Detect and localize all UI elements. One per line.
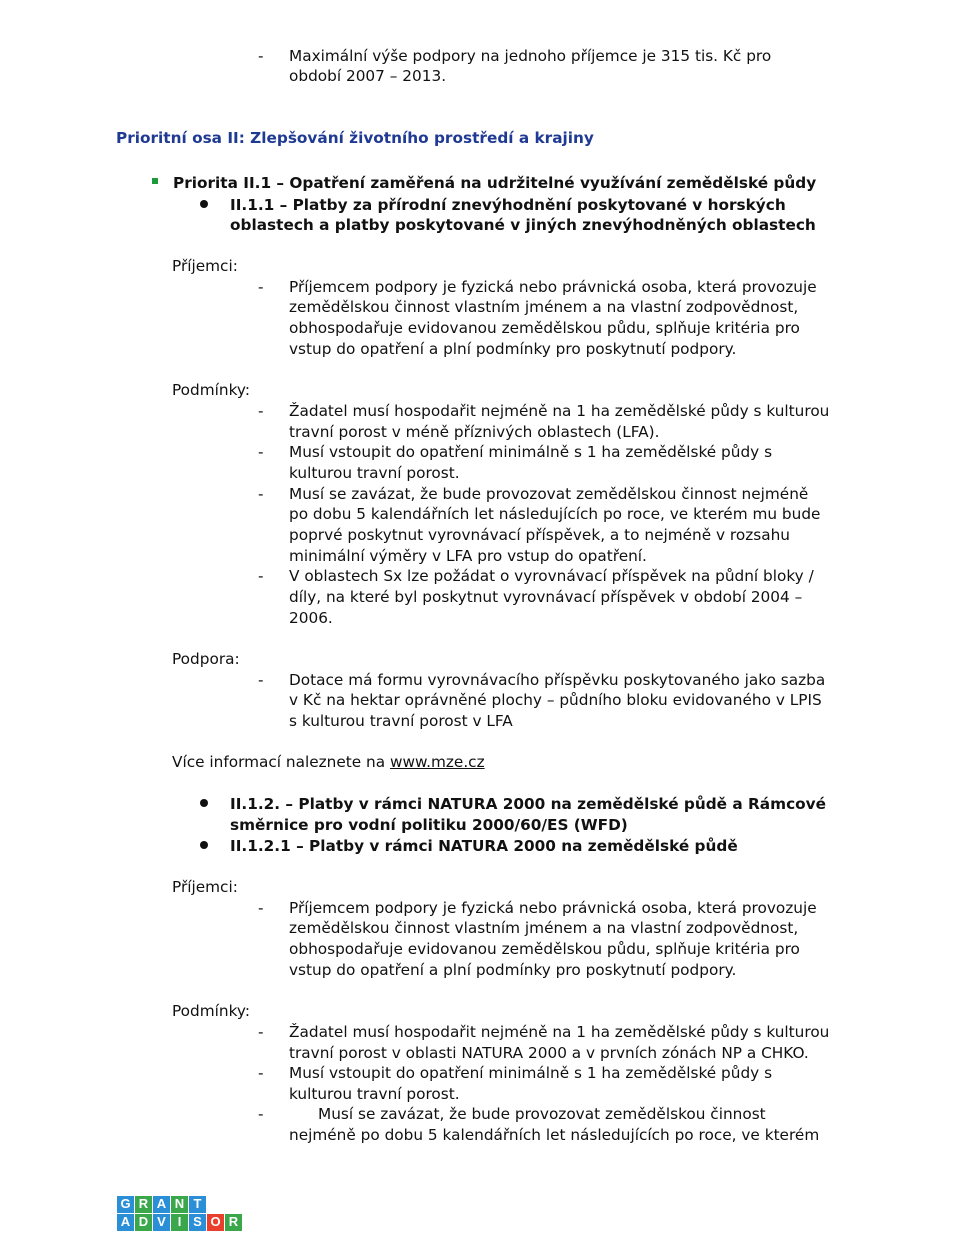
item-line: Příjemcem podpory je fyzická nebo právnická osoba, která provozuje bbox=[289, 899, 817, 917]
item-line: díly, na které byl poskytnut vyrovnávací příspěvek v období 2004 – bbox=[289, 588, 803, 606]
dash: - bbox=[258, 899, 264, 917]
item-line: obhospodařuje evidovanou zemědělskou půdu, splňuje kritéria pro bbox=[289, 940, 800, 958]
prijemci-label: Příjemci: bbox=[172, 878, 238, 896]
item-line: zemědělskou činnost vlastním jménem a na vlastní zodpovědnost, bbox=[289, 298, 799, 316]
priority-heading: Priorita II.1 – Opatření zaměřená na udržitelné využívání zemědělské půdy bbox=[173, 174, 817, 192]
item-line: vstup do opatření a plní podmínky pro poskytnutí podpory. bbox=[289, 961, 737, 979]
measure-heading: II.1.2.1 – Platby v rámci NATURA 2000 na zemědělské půdě bbox=[230, 837, 738, 855]
dash: - bbox=[258, 567, 264, 585]
item-line: zemědělskou činnost vlastním jménem a na vlastní zodpovědnost, bbox=[289, 919, 799, 937]
bullet-icon bbox=[200, 841, 208, 849]
logo-letter: G bbox=[117, 1196, 134, 1213]
item-line: nejméně po dobu 5 kalendářních let následujících po roce, ve kterém bbox=[289, 1126, 820, 1144]
item-line: Musí vstoupit do opatření minimálně s 1 ha zemědělské půdy s bbox=[289, 443, 773, 461]
dash: - bbox=[258, 1023, 264, 1041]
item-line: s kulturou travní porost v LFA bbox=[289, 712, 513, 730]
logo-row-advisor bbox=[117, 1214, 242, 1231]
logo-letter: S bbox=[189, 1214, 206, 1231]
bullet-icon bbox=[200, 799, 208, 807]
logo-letter: R bbox=[225, 1214, 242, 1231]
logo-letter: A bbox=[153, 1196, 170, 1213]
item-line: Musí vstoupit do opatření minimálně s 1 ha zemědělské půdy s bbox=[289, 1064, 773, 1082]
dash: - bbox=[258, 485, 264, 503]
item-line: v Kč na hektar oprávněné plochy – půdního bloku evidovaného v LPIS bbox=[289, 691, 822, 709]
bullet-icon bbox=[200, 200, 208, 208]
mze-link[interactable]: www.mze.cz bbox=[389, 753, 485, 771]
prijemci-label: Příjemci: bbox=[172, 257, 238, 275]
more-info-text: Více informací naleznete na bbox=[172, 753, 390, 771]
logo-letter: I bbox=[171, 1214, 188, 1231]
podminky-label: Podmínky: bbox=[172, 1002, 251, 1020]
logo-letter: N bbox=[171, 1196, 188, 1213]
dash: - bbox=[258, 402, 264, 420]
item-line: kulturou travní porost. bbox=[289, 464, 460, 482]
item-line: po dobu 5 kalendářních let následujících po roce, ve kterém mu bude bbox=[289, 505, 821, 523]
dash: - bbox=[258, 1064, 264, 1082]
axis-heading: Prioritní osa II: Zlepšování životního prostředí a krajiny bbox=[116, 129, 594, 147]
logo-row-grant bbox=[117, 1196, 242, 1213]
logo-letter: O bbox=[207, 1214, 224, 1231]
square-bullet-icon bbox=[152, 178, 158, 184]
item-line: Příjemcem podpory je fyzická nebo právnická osoba, která provozuje bbox=[289, 278, 817, 296]
item-line: minimální výměry v LFA pro vstup do opatření. bbox=[289, 547, 647, 565]
item-line: kulturou travní porost. bbox=[289, 1085, 460, 1103]
logo-letter: T bbox=[189, 1196, 206, 1213]
dash: - bbox=[258, 671, 264, 689]
intro-line: období 2007 – 2013. bbox=[289, 67, 447, 85]
podminky-label: Podmínky: bbox=[172, 381, 251, 399]
item-line: Žadatel musí hospodařit nejméně na 1 ha zemědělské půdy s kulturou bbox=[289, 402, 830, 420]
item-line: Žadatel musí hospodařit nejméně na 1 ha zemědělské půdy s kulturou bbox=[289, 1023, 830, 1041]
logo-letter: D bbox=[135, 1214, 152, 1231]
dash: - bbox=[258, 1105, 264, 1123]
dash: - bbox=[258, 443, 264, 461]
item-line: Dotace má formu vyrovnávacího příspěvku poskytovaného jako sazba bbox=[289, 671, 826, 689]
item-line: Musí se zavázat, že bude provozovat zemědělskou činnost nejméně bbox=[289, 485, 809, 503]
dash: - bbox=[258, 47, 264, 65]
item-line: travní porost v méně příznivých oblastech (LFA). bbox=[289, 423, 660, 441]
logo-letter: V bbox=[153, 1214, 170, 1231]
logo-letter: A bbox=[117, 1214, 134, 1231]
item-line: poprvé poskytnut vyrovnávací příspěvek, a to nejméně v rozsahu bbox=[289, 526, 791, 544]
intro-line: Maximální výše podpory na jednoho příjemce je 315 tis. Kč pro bbox=[289, 47, 772, 65]
item-line: Musí se zavázat, že bude provozovat zemědělskou činnost bbox=[318, 1105, 766, 1123]
item-line: V oblastech Sx lze požádat o vyrovnávací příspěvek na půdní bloky / bbox=[289, 567, 814, 585]
measure-heading: II.1.1 – Platby za přírodní znevýhodnění poskytované v horských bbox=[230, 196, 786, 214]
measure-heading: II.1.2. – Platby v rámci NATURA 2000 na zemědělské půdě a Rámcové bbox=[230, 795, 826, 813]
measure-heading: oblastech a platby poskytované v jiných znevýhodněných oblastech bbox=[230, 216, 816, 234]
item-line: obhospodařuje evidovanou zemědělskou půdu, splňuje kritéria pro bbox=[289, 319, 800, 337]
more-info bbox=[172, 752, 485, 773]
grant-advisor-logo bbox=[117, 1196, 242, 1232]
item-line: 2006. bbox=[289, 609, 333, 627]
item-line: vstup do opatření a plní podmínky pro poskytnutí podpory. bbox=[289, 340, 737, 358]
logo-letter: R bbox=[135, 1196, 152, 1213]
podpora-label: Podpora: bbox=[172, 650, 240, 668]
item-line: travní porost v oblasti NATURA 2000 a v prvních zónách NP a CHKO. bbox=[289, 1044, 809, 1062]
measure-heading: směrnice pro vodní politiku 2000/60/ES (WFD) bbox=[230, 816, 628, 834]
dash: - bbox=[258, 278, 264, 296]
